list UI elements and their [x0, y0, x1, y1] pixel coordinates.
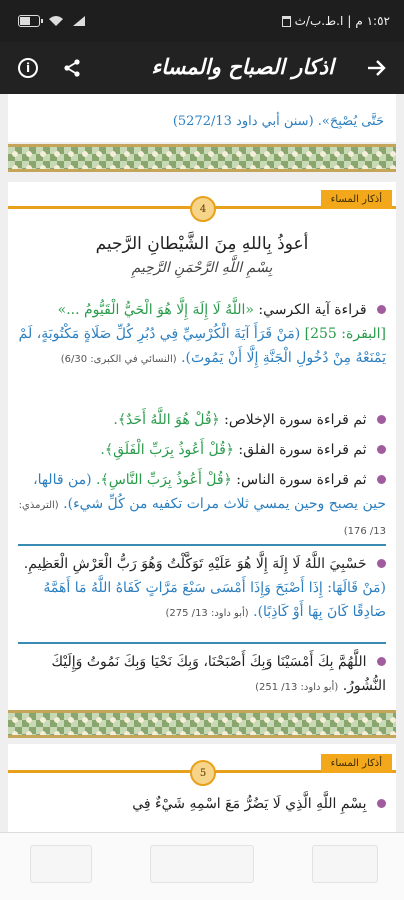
section-divider	[18, 642, 386, 644]
section-tag: أذكار المساء	[321, 190, 392, 209]
item-text: ﴿قُلْ أَعُوذُ بِرَبِّ الْفَلَقِ﴾.	[100, 442, 234, 458]
dhikr-item	[18, 438, 386, 462]
taawwudh-text: أعوذُ بِاللهِ مِنَ الشَّيْطانِ الرَّجيم	[95, 234, 309, 254]
section-tag: أذكار المساء	[321, 754, 392, 773]
bullet-icon	[377, 559, 386, 568]
item-intro: ثم قراءة سورة الناس:	[231, 472, 367, 488]
ornamental-border	[8, 144, 396, 172]
bullet-icon	[377, 657, 386, 666]
dhikr-item	[18, 468, 386, 544]
bullet-icon	[377, 305, 386, 314]
page-number-badge: 5	[190, 760, 216, 786]
battery-icon	[18, 15, 40, 27]
page-number-badge: 4	[190, 196, 216, 222]
dhikr-item	[18, 552, 386, 626]
bullet-icon	[377, 415, 386, 424]
item-text: ﴿قُلْ أَعُوذُ بِرَبِّ النَّاسِ﴾.	[96, 472, 232, 488]
item-intro: ثم قراءة سورة الفلق:	[233, 442, 367, 458]
status-icons	[18, 15, 86, 27]
item-reference: (أبو داود: 13/ 275)	[165, 608, 249, 619]
info-icon: i	[18, 58, 38, 78]
item-intro: قراءة آية الكرسي:	[253, 302, 367, 318]
section-divider	[18, 544, 386, 546]
item-hadith: (مَنْ قَالَهَا: إِذَا أَصْبَحَ وَإِذَا أَمْسَى سَبْعَ مَرَّاتٍ كَفَاهُ اللَّهُ مَا أَهَمَّهُ صَادِقًا كَانَ بِهَا أَوْ كَاذِبًا).	[43, 580, 386, 620]
dhikr-item	[18, 298, 386, 372]
status-time: ١:٥٢ م	[355, 14, 390, 28]
dhikr-item	[18, 650, 386, 700]
app-toolbar	[0, 42, 404, 94]
arrow-right-icon	[366, 59, 386, 77]
item-text: حَسْبِيَ اللَّهُ لَا إِلَهَ إِلَّا هُوَ عَلَيْهِ تَوَكَّلْتُ وَهُوَ رَبُّ الْعَرْشِ الْعَظِيمِ.	[23, 556, 367, 572]
item-hadith: (مَنْ قَرَأَ آيَةَ الْكُرْسِيِّ فِي دُبُرِ كُلِّ صَلَاةٍ مَكْتُوبَةٍ، لَمْ يَمْنَعْهُ مِنْ دُخُولِ الْجَنَّةِ إِلَّا أَنْ يَمُوتَ).	[18, 326, 386, 366]
dhikr-item	[18, 792, 386, 816]
info-button[interactable]	[8, 48, 48, 88]
bottom-button[interactable]	[30, 845, 92, 883]
opening-block	[8, 234, 396, 276]
basmala-text: بِسْمِ اللَّهِ الرَّحْمَنِ الرَّحِيمِ	[131, 260, 273, 276]
bottom-button[interactable]	[312, 845, 378, 883]
page-fragment-top	[8, 94, 396, 142]
back-button[interactable]	[356, 48, 396, 88]
item-intro: ثم قراءة سورة الإخلاص:	[219, 412, 367, 428]
item-hadith: (من قالها، حين يصبح وحين يمسي ثلاث مرات تكفيه من كُلِّ شيء).	[33, 472, 386, 512]
share-icon	[62, 58, 82, 78]
item-text: اللَّهُمَّ بِكَ أَمْسَيْنَا وَبِكَ أَصْبَحْنَا، وَبِكَ نَحْيَا وَبِكَ نَمُوتُ وَإِلَيْكَ النُّشُورُ.	[51, 654, 386, 694]
status-bar	[0, 0, 404, 42]
status-carrier: ا.ط.ب/ث	[294, 14, 344, 28]
reader-content[interactable]	[0, 94, 404, 900]
trash-icon	[282, 16, 291, 27]
dhikr-item	[18, 408, 386, 432]
item-reference: (أبو داود: 13/ 251)	[255, 682, 339, 693]
share-button[interactable]	[52, 48, 92, 88]
bottom-button[interactable]	[150, 845, 254, 883]
status-info	[282, 14, 390, 28]
signal-icon	[72, 15, 86, 27]
item-reference: (الترمذي: 13/ 176)	[18, 500, 386, 537]
page-title: اذكار الصباح والمساء	[151, 54, 334, 79]
bullet-icon	[377, 445, 386, 454]
item-text: «اللَّهُ لَا إِلَهَ إِلَّا هُوَ الْحَيُّ الْقَيُّومُ ...» [البقرة: 255]	[57, 302, 386, 342]
ornamental-border	[8, 710, 396, 738]
bottom-bar	[0, 832, 404, 900]
item-reference: (النسائي في الكبرى: 6/30)	[60, 354, 177, 365]
page-main	[8, 182, 396, 710]
status-separator: |	[347, 14, 352, 28]
page-top-text: حَتَّى يُصْبِحَ». (سنن أبي داود 5272/13)	[172, 114, 384, 129]
item-text: ﴿قُلْ هُوَ اللَّهُ أَحَدٌ﴾.	[113, 412, 220, 428]
bullet-icon	[377, 475, 386, 484]
bullet-icon	[377, 799, 386, 808]
battery-fill	[20, 17, 30, 25]
item-text: بِسْمِ اللَّهِ الَّذِي لَا يَضُرُّ مَعَ اسْمِهِ شَيْءٌ فِي	[132, 796, 367, 812]
wifi-icon	[48, 15, 64, 27]
